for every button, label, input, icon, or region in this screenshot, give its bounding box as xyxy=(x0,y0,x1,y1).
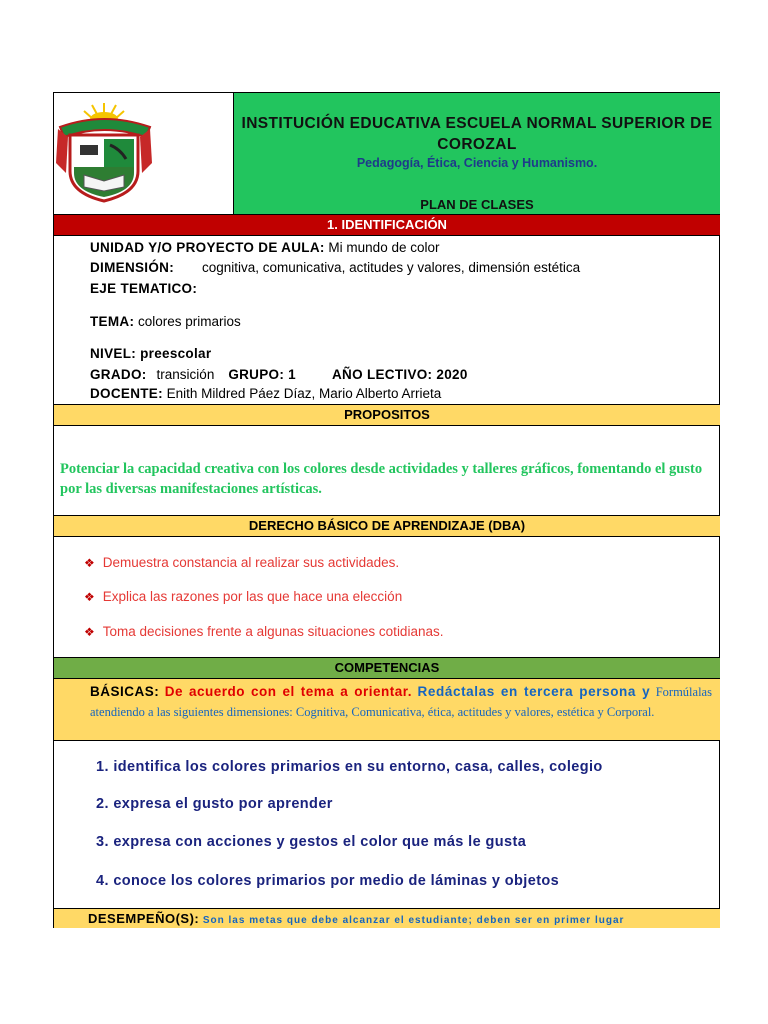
tema-line xyxy=(90,313,241,331)
diamond-bullet-icon: ❖ xyxy=(84,590,95,604)
tema-value: colores primarios xyxy=(134,314,241,329)
dba-item xyxy=(84,555,399,570)
dba-item xyxy=(84,589,402,604)
docente-line xyxy=(90,385,441,403)
competencia-item: 2. expresa el gusto por aprender xyxy=(96,796,333,812)
dimension-line xyxy=(90,259,580,277)
basicas-red-text: De acuerdo con el tema a orientar. xyxy=(164,684,413,699)
dimension-label: DIMENSIÓN: xyxy=(90,260,174,275)
grado-value: transición xyxy=(156,367,215,382)
basicas-serif-text: Formúlalas atendiendo a las siguientes dimensiones: Cognitiva, Comunicativa, ética, actitudes y valores, estética y Corporal. xyxy=(90,685,712,719)
header-title-block xyxy=(234,93,720,214)
unidad-label: UNIDAD Y/O PROYECTO DE AULA: xyxy=(90,240,325,255)
desempenos-label: DESEMPEÑO(S): xyxy=(88,911,200,926)
eje-label: EJE TEMATICO: xyxy=(90,281,198,296)
grado-line xyxy=(90,366,468,384)
docente-value: Enith Mildred Páez Díaz, Mario Alberto Arrieta xyxy=(162,386,442,401)
dimension-value: cognitiva, comunicativa, actitudes y valores, dimensión estética xyxy=(202,260,581,275)
diamond-bullet-icon: ❖ xyxy=(84,556,95,570)
competencia-item: 1. identifica los colores primarios en su entorno, casa, calles, colegio xyxy=(96,759,603,775)
eje-line xyxy=(90,280,197,298)
section-dba-heading: DERECHO BÁSICO DE APRENDIZAJE (DBA) xyxy=(54,515,720,537)
basicas-instructions xyxy=(54,679,720,741)
competencia-item: 3. expresa con acciones y gestos el color que más le gusta xyxy=(96,834,527,850)
grupo-label: GRUPO: 1 xyxy=(228,367,296,382)
institution-motto: Pedagogía, Ética, Ciencia y Humanismo. xyxy=(356,156,598,170)
desempenos-row xyxy=(54,908,720,928)
anio-label: AÑO LECTIVO: 2020 xyxy=(332,367,468,382)
nivel-label: NIVEL: preescolar xyxy=(90,346,212,361)
unidad-value: Mi mundo de color xyxy=(324,240,440,255)
basicas-label: BÁSICAS: xyxy=(90,684,160,699)
section-competencias-heading: COMPETENCIAS xyxy=(54,657,720,679)
grado-label: GRADO: xyxy=(90,367,147,382)
diamond-bullet-icon: ❖ xyxy=(84,625,95,639)
section-propositos-heading: PROPOSITOS xyxy=(54,404,720,426)
nivel-line xyxy=(90,345,211,363)
lesson-plan-sheet xyxy=(53,92,720,928)
unidad-line xyxy=(90,239,439,257)
document-type: PLAN DE CLASES xyxy=(420,197,534,212)
desempenos-note: Son las metas que debe alcanzar el estudiante; deben ser en primer lugar xyxy=(202,915,625,926)
dba-item-text: Demuestra constancia al realizar sus actividades. xyxy=(102,555,400,570)
school-crest-logo xyxy=(54,93,234,214)
dba-item-text: Toma decisiones frente a algunas situaciones cotidianas. xyxy=(102,624,444,639)
institution-name: INSTITUCIÓN EDUCATIVA ESCUELA NORMAL SUPERIOR DE COROZAL xyxy=(241,115,713,153)
section-identificacion-heading: 1. IDENTIFICACIÓN xyxy=(54,214,720,236)
basicas-blue-text: Redáctalas en tercera persona y xyxy=(417,684,651,699)
propositos-text: Potenciar la capacidad creativa con los colores desde actividades y talleres gráficos, fomentando el gusto por las diversas manifestaciones artísticas. xyxy=(60,461,703,497)
competencia-item: 4. conoce los colores primarios por medio de láminas y objetos xyxy=(96,873,560,889)
tema-label: TEMA: xyxy=(90,314,135,329)
docente-label: DOCENTE: xyxy=(90,386,163,401)
dba-item-text: Explica las razones por las que hace una elección xyxy=(102,589,403,604)
logo-cell xyxy=(54,93,234,214)
dba-item xyxy=(84,624,443,639)
